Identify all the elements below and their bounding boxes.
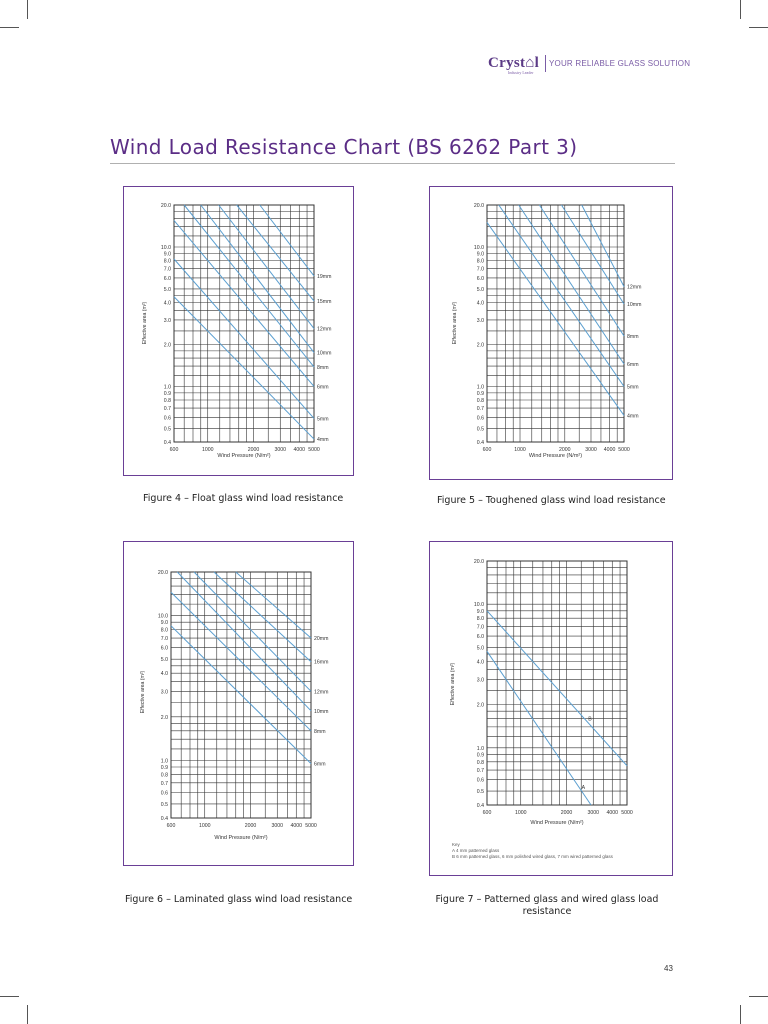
y-tick-label: 4.0: [160, 671, 168, 678]
y-tick-label: 2.0: [160, 714, 168, 721]
figure5-caption: Figure 5 – Toughened glass wind load resistance: [437, 495, 666, 506]
crop-mark: [0, 996, 19, 997]
x-tick-label: 2000: [560, 810, 573, 816]
y-tick-label: 0.8: [163, 398, 171, 405]
y-tick-label: 0.8: [476, 398, 484, 405]
logo-subtext: Industry Leader: [508, 70, 534, 75]
x-tick-label: 1000: [514, 447, 526, 453]
series-label-b: B: [588, 716, 592, 723]
x-tick-label: 2000: [244, 823, 257, 829]
y-tick-label: 20.0: [160, 203, 171, 209]
y-tick-label: 10.0: [160, 244, 171, 251]
x-tick-label: 4000: [606, 810, 619, 816]
plot-frame: [487, 205, 624, 442]
figure-laminated-glass: [123, 541, 354, 866]
x-tick-label: 5000: [621, 810, 633, 816]
y-tick-label: 4.0: [476, 659, 484, 666]
x-tick-label: 4000: [290, 823, 303, 829]
laminated-glass-chart: [124, 542, 355, 867]
y-tick-label: 7.0: [476, 624, 484, 631]
y-tick-label: 20.0: [157, 570, 168, 576]
header-divider: [545, 55, 546, 72]
series-label-20mm: 20mm: [314, 636, 329, 643]
y-tick-label: 0.9: [476, 390, 484, 397]
y-tick-label: 10.0: [473, 602, 484, 609]
y-tick-label: 9.0: [476, 608, 484, 615]
header-tagline: YOUR RELIABLE GLASS SOLUTION: [549, 59, 691, 68]
series-label-10mm: 10mm: [314, 708, 329, 715]
y-tick-label: 0.7: [476, 406, 484, 413]
figure6-caption: Figure 6 – Laminated glass wind load resistance: [125, 894, 353, 905]
crop-mark: [0, 27, 19, 28]
y-tick-label: 3.0: [476, 317, 484, 324]
y-tick-label: 1.0: [163, 384, 171, 391]
x-tick-label: 600: [166, 823, 176, 829]
y-tick-label: 0.5: [163, 426, 171, 433]
series-label-4mm: 4mm: [317, 437, 329, 444]
series-label-a: A: [581, 784, 586, 791]
figure-toughened-glass: [429, 186, 673, 480]
y-tick-label: 0.8: [160, 772, 168, 779]
key-item-b: B 6 mm patterned glass, 6 mm polished wired glass, 7 mm wired patterned glass: [452, 854, 613, 859]
series-label-12mm: 12mm: [317, 326, 332, 333]
series-label-6mm: 6mm: [317, 384, 329, 391]
series-line-a: [487, 651, 591, 805]
y-tick-label: 5.0: [160, 657, 168, 664]
page-title: Wind Load Resistance Chart (BS 6262 Part 3): [110, 135, 578, 159]
series-line-19mm: [260, 205, 314, 276]
series-label-6mm: 6mm: [314, 761, 326, 768]
y-tick-label: 5.0: [476, 645, 484, 652]
y-axis-label: Effective area (m²): [450, 662, 456, 706]
x-tick-label: 4000: [603, 447, 616, 453]
x-tick-label: 5000: [305, 823, 317, 829]
y-tick-label: 4.0: [163, 300, 171, 307]
y-tick-label: 7.0: [160, 636, 168, 643]
y-tick-label: 3.0: [163, 317, 171, 324]
series-line-8mm: [539, 205, 624, 336]
y-tick-label: 0.7: [163, 406, 171, 413]
x-tick-label: 2000: [559, 447, 571, 453]
figure7-key: [452, 842, 613, 860]
x-tick-label: 1000: [201, 447, 214, 453]
y-axis-label: Effective area (m²): [452, 301, 458, 345]
series-line-8mm: [171, 592, 311, 731]
series-line-5mm: [499, 205, 624, 386]
x-tick-label: 2000: [247, 447, 260, 453]
series-label-16mm: 16mm: [314, 659, 329, 666]
x-axis-label: Wind Pressure (N/m²): [528, 453, 583, 459]
page-number: 43: [664, 964, 673, 973]
series-line-6mm: [519, 205, 624, 364]
y-tick-label: 9.0: [163, 251, 171, 258]
y-tick-label: 9.0: [476, 251, 484, 258]
series-line-b: [487, 611, 627, 766]
series-line-12mm: [582, 205, 624, 287]
x-tick-label: 4000: [293, 447, 306, 453]
crop-mark: [27, 0, 28, 19]
x-tick-label: 5000: [618, 447, 630, 453]
figure-float-glass: [123, 186, 354, 476]
y-tick-label: 0.9: [160, 765, 168, 772]
y-tick-label: 0.6: [476, 777, 484, 784]
y-tick-label: 1.0: [476, 384, 484, 391]
brand-logo: [488, 54, 540, 75]
y-tick-label: 1.0: [476, 745, 484, 752]
y-tick-label: 5.0: [476, 286, 484, 293]
y-tick-label: 10.0: [157, 613, 168, 620]
plot-frame: [174, 205, 314, 442]
series-label-6mm: 6mm: [627, 361, 639, 368]
y-tick-label: 7.0: [476, 266, 484, 273]
x-tick-label: 3000: [274, 447, 287, 453]
series-label-10mm: 10mm: [317, 350, 332, 357]
patterned-glass-chart: [430, 542, 674, 877]
series-label-12mm: 12mm: [314, 689, 329, 696]
y-tick-label: 6.0: [476, 275, 484, 282]
y-tick-label: 9.0: [160, 620, 168, 627]
y-tick-label: 3.0: [476, 677, 484, 684]
y-tick-label: 4.0: [476, 300, 484, 307]
y-tick-label: 0.7: [476, 768, 484, 775]
y-tick-label: 6.0: [476, 634, 484, 641]
crop-mark: [749, 27, 768, 28]
y-tick-label: 5.0: [163, 286, 171, 293]
y-tick-label: 2.0: [163, 342, 171, 349]
series-line-12mm: [219, 205, 314, 329]
series-label-5mm: 5mm: [627, 384, 639, 391]
y-tick-label: 0.6: [476, 415, 484, 422]
series-label-5mm: 5mm: [317, 416, 329, 423]
series-line-15mm: [237, 205, 314, 301]
x-axis-label: Wind Pressure (N/m²): [530, 820, 584, 826]
y-tick-label: 0.6: [163, 415, 171, 422]
figure-patterned-glass: [429, 541, 673, 876]
x-tick-label: 600: [482, 447, 492, 453]
x-axis-label: Wind Pressure (N/m²): [214, 835, 268, 841]
key-title: Key: [452, 842, 460, 847]
y-tick-label: 0.7: [160, 780, 168, 787]
series-line-8mm: [184, 205, 314, 367]
y-tick-label: 0.5: [160, 801, 168, 808]
toughened-glass-chart: [430, 187, 674, 481]
y-tick-label: 8.0: [476, 258, 484, 265]
title-divider: [110, 163, 675, 164]
y-tick-label: 0.6: [160, 790, 168, 797]
y-tick-label: 0.9: [163, 390, 171, 397]
series-label-10mm: 10mm: [627, 302, 642, 309]
y-tick-label: 0.4: [163, 440, 171, 446]
y-tick-label: 3.0: [160, 689, 168, 696]
x-tick-label: 3000: [585, 447, 597, 453]
y-tick-label: 0.5: [476, 789, 484, 796]
series-label-4mm: 4mm: [627, 413, 639, 420]
y-tick-label: 6.0: [163, 275, 171, 282]
logo-text: Cryst⌂l: [488, 55, 540, 71]
y-tick-label: 8.0: [160, 627, 168, 634]
crop-mark: [740, 1005, 741, 1024]
float-glass-chart: [124, 187, 355, 477]
series-label-19mm: 19mm: [317, 273, 332, 280]
series-line-6mm: [171, 626, 311, 764]
y-tick-label: 6.0: [160, 645, 168, 652]
crop-mark: [27, 1005, 28, 1024]
y-tick-label: 2.0: [476, 342, 484, 349]
x-tick-label: 600: [169, 447, 179, 453]
y-tick-label: 7.0: [163, 266, 171, 273]
x-tick-label: 5000: [308, 447, 320, 453]
figure7-caption: Figure 7 – Patterned glass and wired glass load resistance: [435, 894, 659, 917]
x-tick-label: 3000: [271, 823, 284, 829]
series-line-6mm: [174, 220, 314, 386]
series-line-20mm: [236, 572, 311, 638]
y-axis-label: Effective area (m²): [142, 301, 148, 345]
y-tick-label: 0.9: [476, 752, 484, 759]
y-tick-label: 8.0: [476, 616, 484, 623]
series-line-10mm: [201, 205, 314, 353]
y-tick-label: 0.5: [476, 426, 484, 433]
y-tick-label: 8.0: [163, 258, 171, 265]
series-label-12mm: 12mm: [627, 284, 642, 291]
series-label-8mm: 8mm: [627, 334, 639, 341]
series-line-5mm: [174, 259, 314, 418]
y-tick-label: 0.4: [476, 803, 484, 809]
x-axis-label: Wind Pressure (N/m²): [217, 453, 271, 459]
y-tick-label: 0.4: [476, 440, 484, 446]
series-label-15mm: 15mm: [317, 299, 332, 306]
x-tick-label: 600: [482, 810, 492, 816]
y-tick-label: 2.0: [476, 702, 484, 709]
y-tick-label: 20.0: [473, 559, 484, 565]
key-item-a: A 4 mm patterned glass: [452, 848, 500, 853]
y-tick-label: 10.0: [473, 244, 484, 251]
x-tick-label: 3000: [587, 810, 600, 816]
crop-mark: [749, 996, 768, 997]
x-tick-label: 1000: [514, 810, 527, 816]
x-tick-label: 1000: [198, 823, 211, 829]
y-axis-label: Effective area (m²): [140, 670, 146, 714]
series-label-8mm: 8mm: [317, 364, 329, 371]
y-tick-label: 20.0: [473, 203, 484, 209]
crop-mark: [740, 0, 741, 19]
y-tick-label: 0.8: [476, 759, 484, 766]
figure4-caption: Figure 4 – Float glass wind load resistance: [143, 493, 344, 504]
y-tick-label: 1.0: [160, 758, 168, 765]
series-line-10mm: [177, 572, 311, 711]
series-label-8mm: 8mm: [314, 728, 326, 735]
y-tick-label: 0.4: [160, 816, 168, 822]
